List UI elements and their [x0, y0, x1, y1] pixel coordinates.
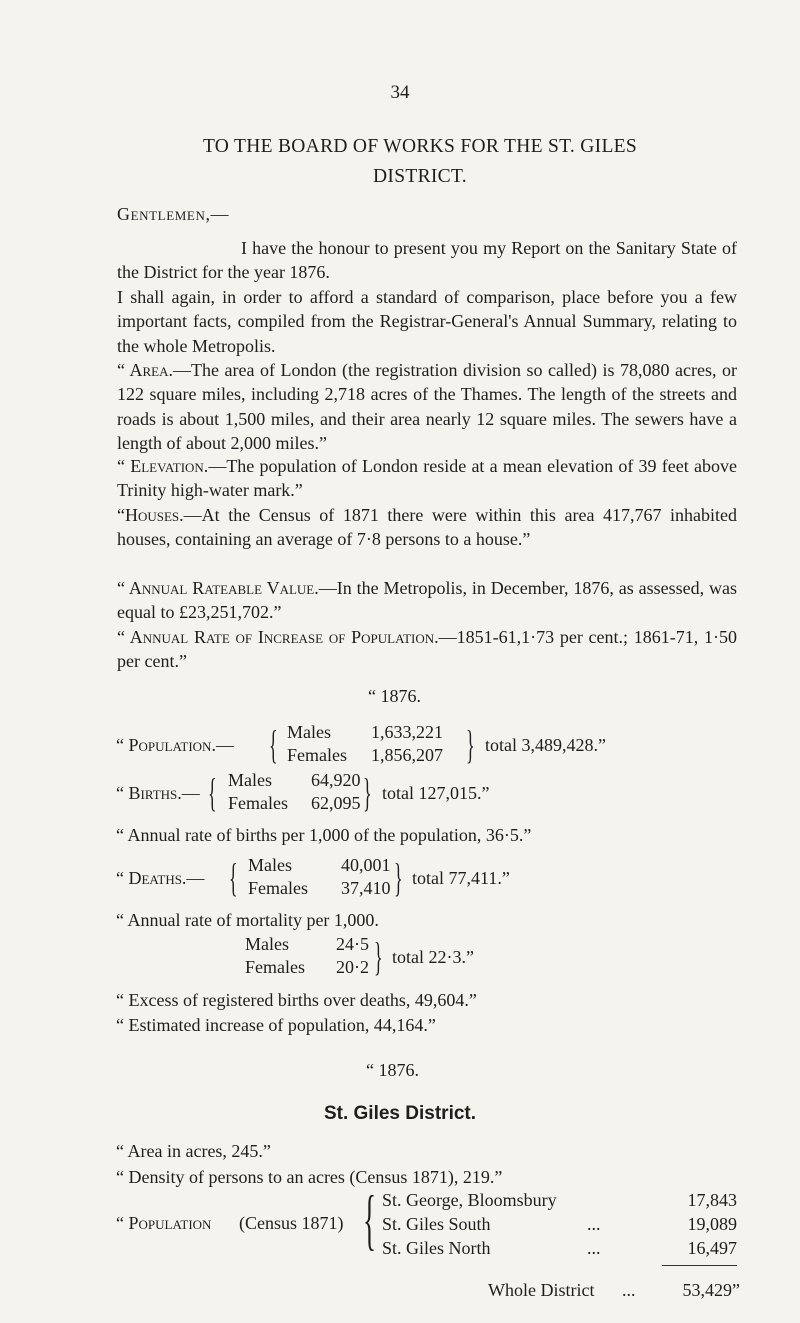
rateable-value-paragraph [117, 576, 737, 625]
elevation-paragraph [117, 454, 737, 503]
salutation: Gentlemen,— [117, 204, 230, 224]
deaths-total: total 77,411.” [412, 868, 510, 888]
mortality-females-value: 20·2 [336, 957, 369, 977]
births-females-value: 62,095 [311, 793, 361, 813]
deaths-females-value: 37,410 [341, 878, 391, 898]
deaths-females-label: Females [248, 878, 308, 898]
district-row-dots: ... [587, 1214, 601, 1234]
excess-line: “ Excess of registered births over deaths, 49,604.” [116, 990, 477, 1010]
district-row-value: 16,497 [687, 1238, 737, 1258]
intro-paragraph: I have the honour to present you my Report on the Sanitary State of the District for the year 1876. [117, 238, 737, 283]
births-females-label: Females [228, 793, 288, 813]
sum-rule [662, 1265, 737, 1266]
births-males-value: 64,920 [311, 770, 361, 790]
district-row-name: St. Giles South [382, 1214, 491, 1234]
whole-district-label: Whole District [488, 1280, 595, 1300]
elevation-label: “ Elevation. [117, 456, 209, 476]
rateable-label: “ Annual Rateable Value. [117, 578, 319, 598]
population-total: total 3,489,428.” [485, 735, 606, 755]
year-heading-2: “ 1876. [366, 1060, 419, 1080]
district-population-label: “ Population [116, 1213, 212, 1233]
mortality-brace-right: } [374, 934, 383, 979]
elevation-text: —The population of London reside at a mean elevation of 39 feet above Trinity high-water mark.” [117, 456, 737, 501]
whole-district-dots: ... [622, 1280, 636, 1300]
population-females-value: 1,856,207 [371, 745, 443, 765]
increase-text: —1851-61,1·73 per cent.; 1861-71, 1·50 per cent.” [117, 627, 737, 672]
area-label: “ Area. [117, 360, 174, 380]
deaths-label: “ Deaths.— [116, 868, 205, 888]
density-line: “ Density of persons to an acres (Census 1871), 219.” [116, 1167, 503, 1187]
mortality-females-label: Females [245, 957, 305, 977]
district-row-value: 17,843 [687, 1190, 737, 1210]
year-heading-1: “ 1876. [368, 686, 421, 706]
deaths-males-value: 40,001 [341, 855, 391, 875]
population-brace-left: { [269, 722, 278, 767]
deaths-brace-left: { [229, 855, 238, 900]
report-title-line2: DISTRICT. [373, 166, 467, 187]
area-acres-line: “ Area in acres, 245.” [116, 1141, 271, 1161]
deaths-males-label: Males [248, 855, 292, 875]
district-row-name: St. Giles North [382, 1238, 491, 1258]
population-males-value: 1,633,221 [371, 722, 443, 742]
whole-district-value: 53,429” [682, 1280, 740, 1300]
mortality-intro: “ Annual rate of mortality per 1,000. [116, 910, 379, 930]
houses-paragraph [117, 503, 737, 552]
deaths-brace-right: } [394, 855, 403, 900]
area-paragraph [117, 358, 737, 455]
mortality-males-value: 24·5 [336, 934, 369, 954]
population-females-label: Females [287, 745, 347, 765]
births-brace-right: } [363, 770, 372, 815]
mortality-total: total 22·3.” [392, 947, 474, 967]
district-row-name: St. George, Bloomsbury [382, 1190, 557, 1210]
population-label: “ Population.— [116, 735, 234, 755]
district-brace: { [363, 1181, 377, 1257]
page-number: 34 [390, 82, 410, 103]
births-males-label: Males [228, 770, 272, 790]
births-label: “ Births.— [116, 783, 200, 803]
increase-label: “ Annual Rate of Increase of Population. [117, 627, 439, 647]
district-heading: St. Giles District. [323, 1103, 477, 1124]
increase-paragraph [117, 625, 737, 674]
births-total: total 127,015.” [382, 783, 490, 803]
houses-label: “Houses. [117, 505, 184, 525]
rateable-text: —In the Metropolis, in December, 1876, as assessed, was equal to £23,251,702.” [117, 578, 737, 623]
district-row-dots: ... [587, 1238, 601, 1258]
comparison-paragraph: I shall again, in order to afford a standard of comparison, place before you a few important facts, compiled from the Registrar-General's Annual Summary, relating to the whole Metropolis. [117, 287, 737, 356]
district-population-census: (Census 1871) [239, 1213, 344, 1233]
area-text: —The area of London (the registration division so called) is 78,080 acres, or 122 square miles, including 2,718 acres of the Thames. The length of the streets and roads is about 1,500 miles, and their area nearly 12 square miles. The sewers have a length of about 2,000 miles.” [117, 360, 737, 453]
district-row-value: 19,089 [687, 1214, 737, 1234]
births-brace-left: { [208, 770, 217, 815]
mortality-males-label: Males [245, 934, 289, 954]
estimated-line: “ Estimated increase of population, 44,164.” [116, 1015, 436, 1035]
report-title-line1: TO THE BOARD OF WORKS FOR THE ST. GILES [202, 136, 638, 157]
birth-rate-line: “ Annual rate of births per 1,000 of the population, 36·5.” [116, 825, 532, 845]
population-males-label: Males [287, 722, 331, 742]
houses-text: —At the Census of 1871 there were within this area 417,767 inhabited houses, containing an average of 7·8 persons to a house.” [117, 505, 737, 550]
population-brace-right: } [466, 722, 475, 767]
